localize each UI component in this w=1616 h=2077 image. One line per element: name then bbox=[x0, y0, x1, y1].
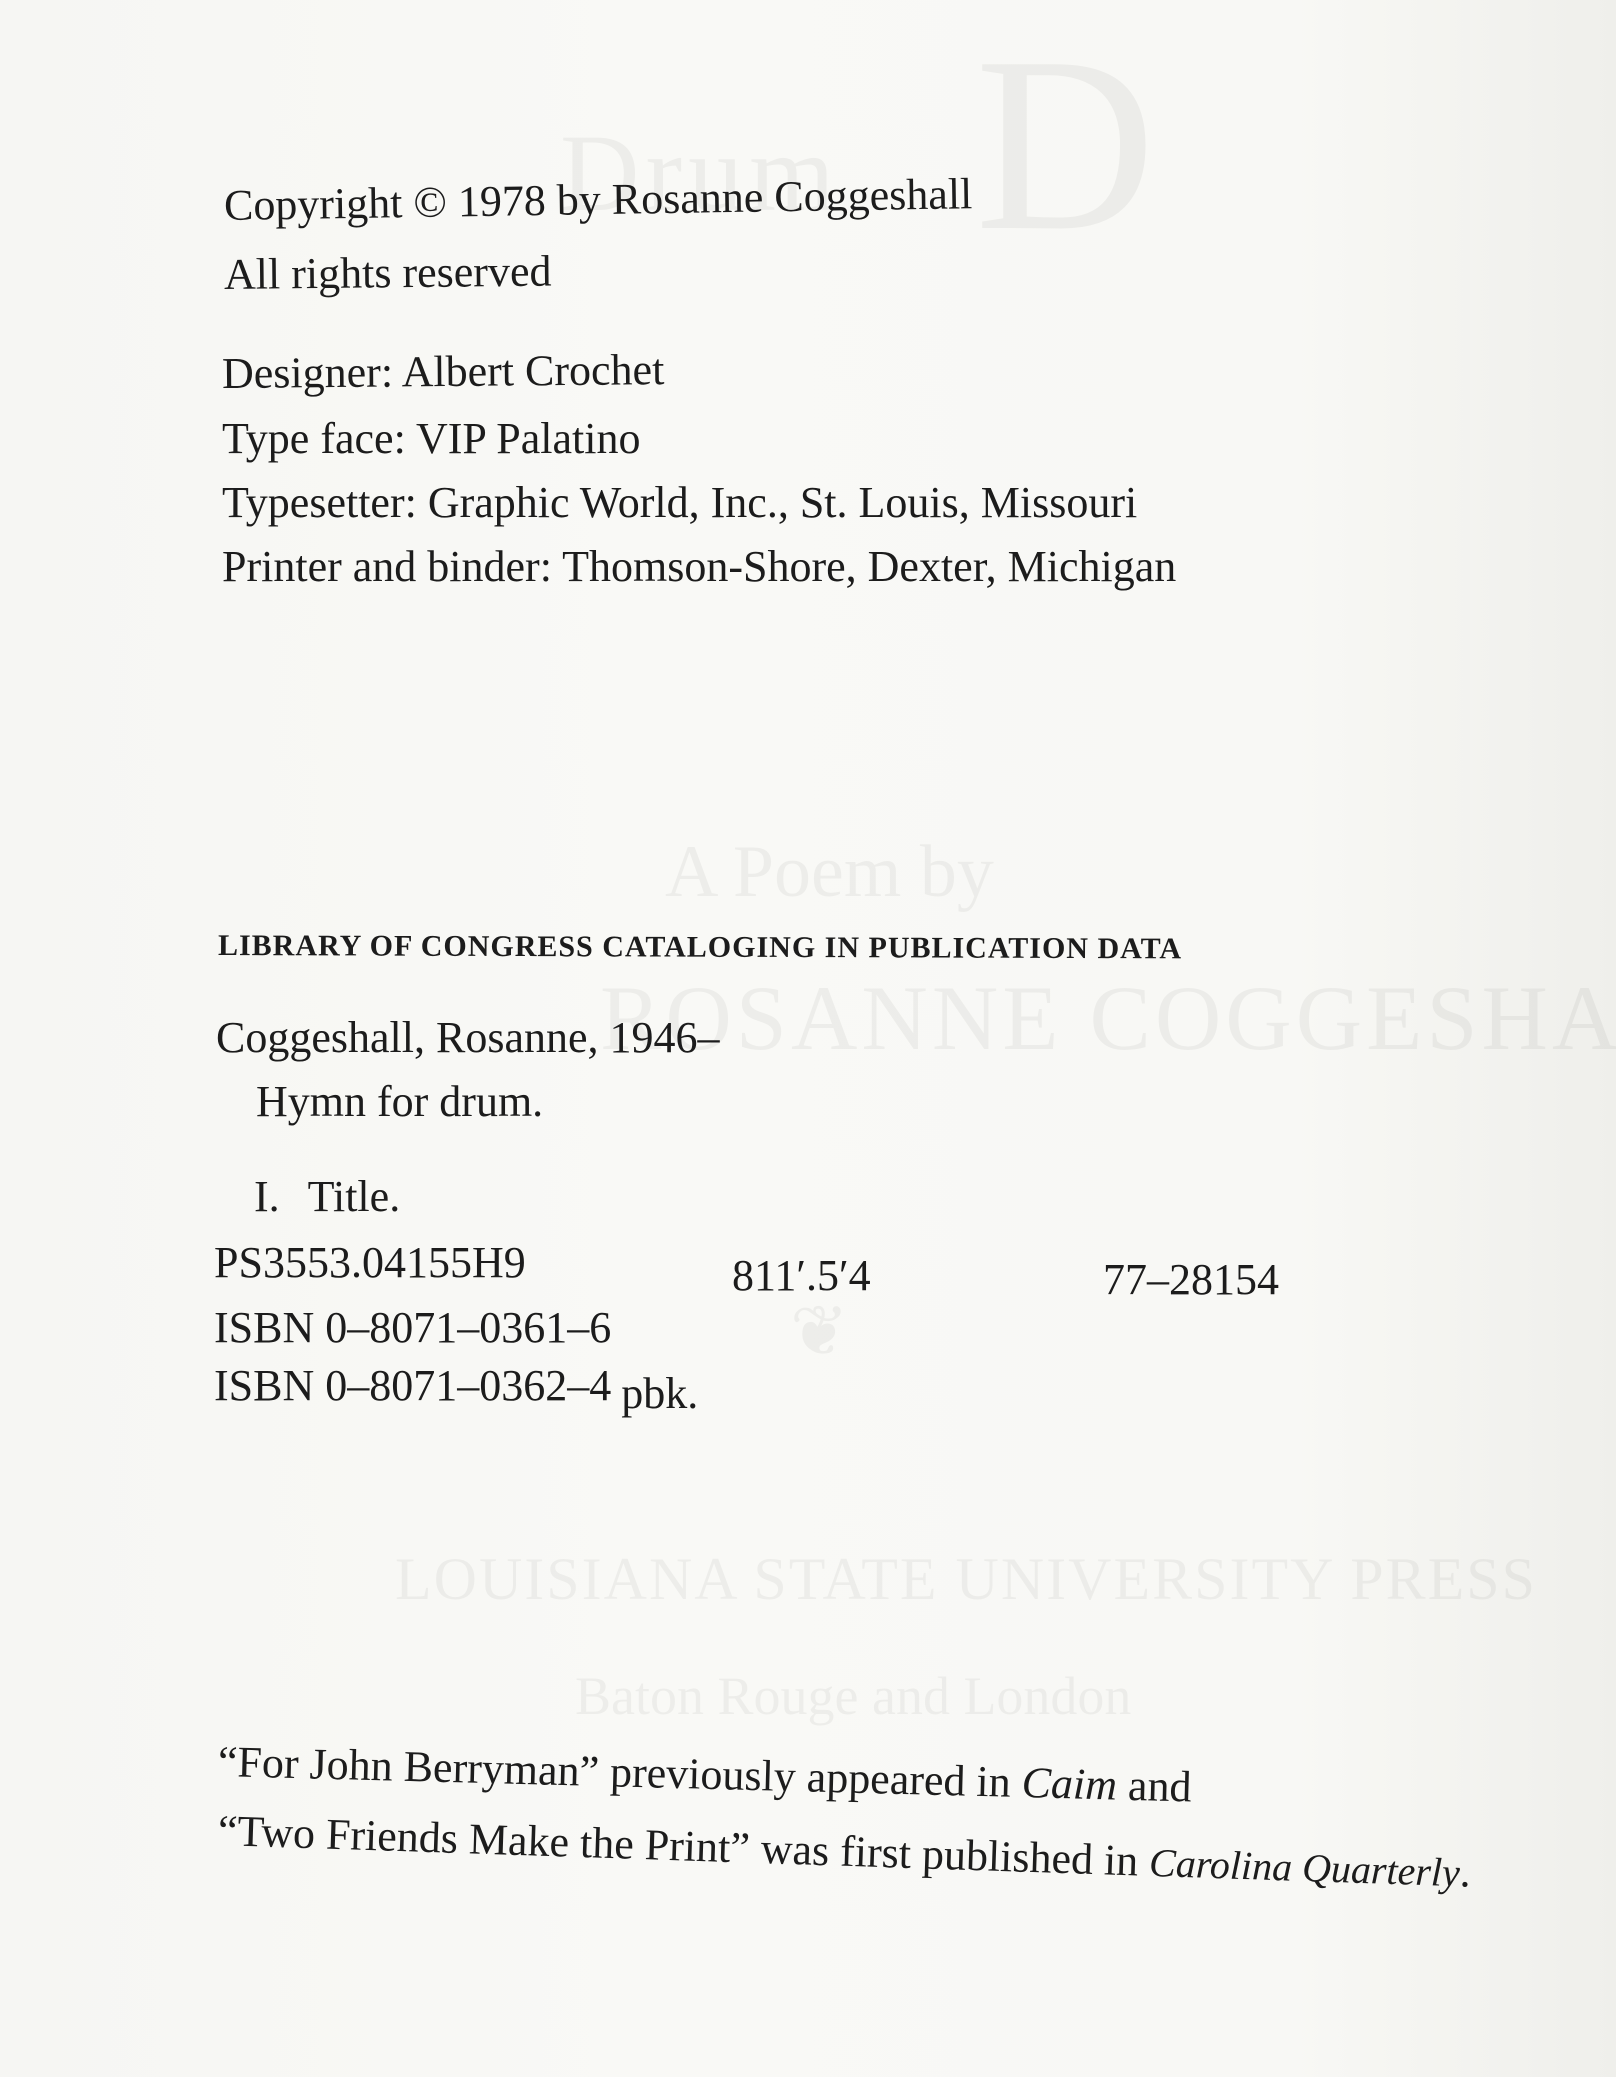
cip-heading: LIBRARY OF CONGRESS CATALOGING IN PUBLICATION DATA bbox=[217, 929, 1183, 966]
copyright-line: Copyright © 1978 by Rosanne Coggeshall bbox=[223, 169, 973, 230]
ack-end-1: and bbox=[1116, 1760, 1193, 1812]
ack-text-2: was first published in bbox=[749, 1823, 1151, 1886]
show-through-press bbox=[395, 1545, 1537, 1614]
cip-roman-numeral: I. bbox=[254, 1172, 280, 1221]
show-through-author bbox=[600, 965, 1616, 1071]
show-through-letter bbox=[975, 20, 1156, 270]
cip-title-entry: Title. bbox=[307, 1172, 401, 1221]
cip-isbn-cloth: ISBN 0–8071–0361–6 bbox=[214, 1303, 612, 1352]
ack-publication-2: Carolina Quarterly bbox=[1148, 1839, 1461, 1896]
cip-isbn-paper-number: ISBN 0–8071–0362–4 bbox=[214, 1361, 612, 1410]
ack-poem-title-2: “Two Friends Make the Print” bbox=[217, 1806, 751, 1873]
ack-end-2: . bbox=[1459, 1847, 1472, 1897]
acknowledgment-line-1 bbox=[217, 1736, 1192, 1812]
cip-added-entry bbox=[254, 1172, 401, 1221]
ack-text-1: previously appeared in bbox=[598, 1746, 1023, 1808]
typesetter-credit: Typesetter: Graphic World, Inc., St. Louis, Missouri bbox=[222, 478, 1138, 527]
show-through-colophon-mark bbox=[790, 1290, 849, 1373]
rights-reserved: All rights reserved bbox=[223, 246, 552, 299]
ack-poem-title-1: “For John Berryman” bbox=[217, 1737, 600, 1796]
cip-dewey-number: 811′.5′4 bbox=[732, 1251, 871, 1300]
designer-credit: Designer: Albert Crochet bbox=[221, 345, 665, 398]
cip-author: Coggeshall, Rosanne, 1946– bbox=[216, 1013, 720, 1062]
cip-isbn-paper bbox=[214, 1361, 699, 1418]
acknowledgment-line-2 bbox=[217, 1805, 1472, 1898]
cip-lc-call-number: PS3553.04155H9 bbox=[214, 1238, 526, 1287]
ack-publication-1: Caim bbox=[1021, 1758, 1118, 1810]
show-through-subtitle bbox=[665, 830, 994, 915]
show-through-city bbox=[575, 1665, 1131, 1727]
typeface-credit: Type face: VIP Palatino bbox=[222, 414, 641, 463]
printer-credit: Printer and binder: Thomson-Shore, Dexter, Michigan bbox=[222, 542, 1177, 591]
cip-title: Hymn for drum. bbox=[256, 1077, 544, 1126]
cip-isbn-paper-suffix: pbk. bbox=[621, 1369, 699, 1418]
cip-lccn: 77–28154 bbox=[1103, 1255, 1279, 1304]
